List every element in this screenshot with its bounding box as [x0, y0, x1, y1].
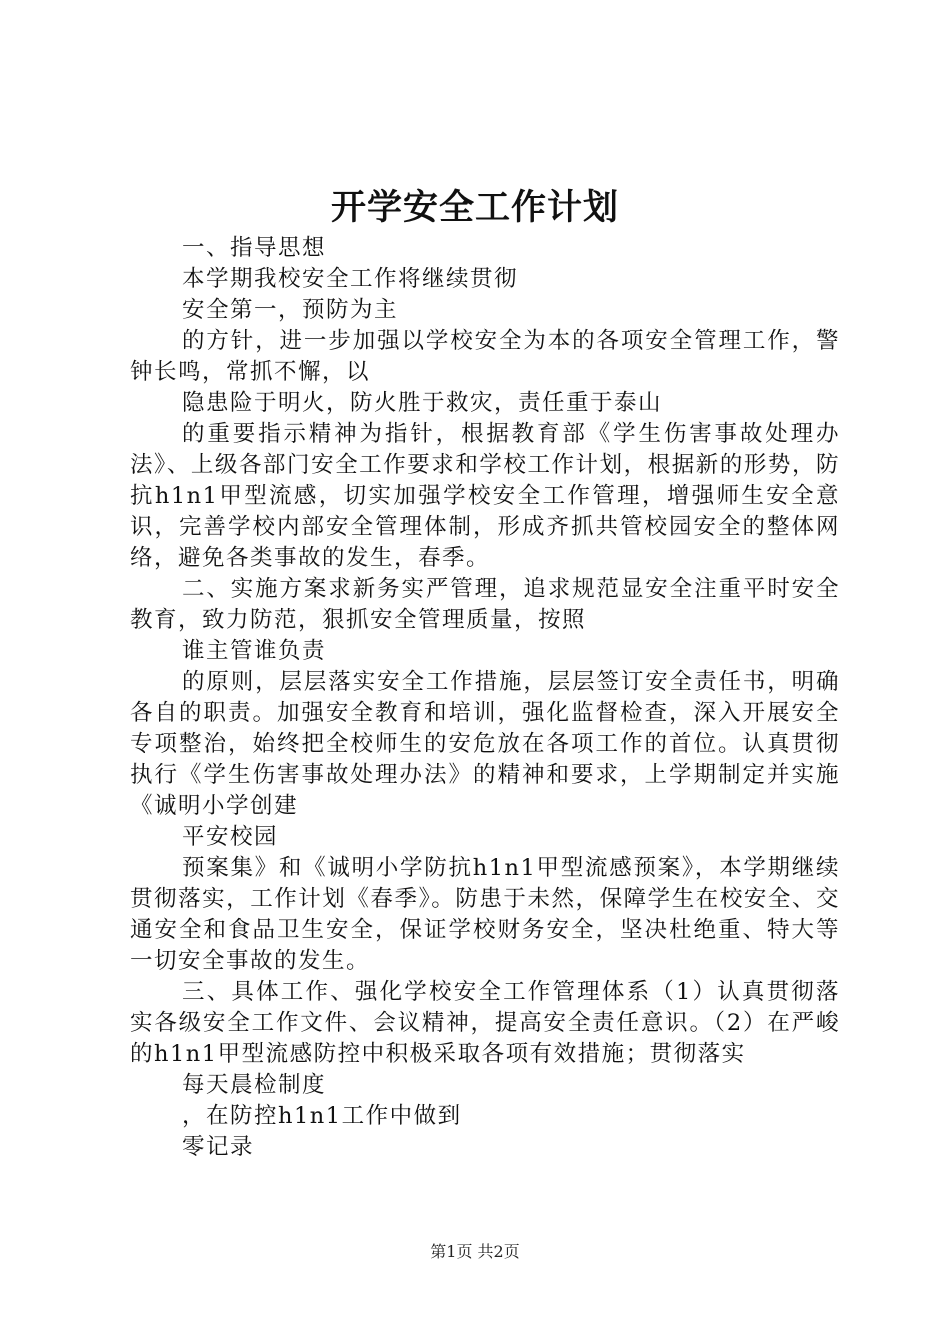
quoted-phrase: 谁主管谁负责 [182, 638, 327, 664]
paragraph-line: 本学期我校安全工作将继续贯彻 [182, 266, 519, 292]
section-heading-guiding-principle: 一、指导思想 [182, 235, 327, 261]
paragraph: 的原则，层层落实安全工作措施，层层签订安全责任书，明确各自的职责。加强安全教育和培训，强化监督检查，深入开展安全专项整治，始终把全校师生的安危放在各项工作的首位。认真贯彻执行《学生伤害事故处理办法》的精神和要求，上学期制定并实施《诚明小学创建 [130, 669, 840, 819]
quoted-phrase: 每天晨检制度 [182, 1072, 327, 1098]
section-heading-specific-work: 三、具体工作、强化学校安全工作管理体系（1）认真贯彻落实各级安全工作文件、会议精神，提高安全责任意识。（2）在严峻的h1n1甲型流感防控中积极采取各项有效措施；贯彻落实 [130, 979, 840, 1067]
paragraph-line: ，在防控h1n1工作中做到 [182, 1103, 462, 1129]
quoted-phrase: 平安校园 [182, 824, 279, 850]
quoted-phrase: 安全第一，预防为主 [182, 297, 399, 323]
page-title: 开学安全工作计划 [330, 187, 619, 228]
paragraph: 的方针，进一步加强以学校安全为本的各项安全管理工作，警钟长鸣，常抓不懈，以 [130, 328, 840, 385]
document-body [130, 233, 840, 1163]
quoted-phrase: 零记录 [182, 1134, 255, 1160]
paragraph: 预案集》和《诚明小学防抗h1n1甲型流感预案》，本学期继续贯彻落实，工作计划《春季》。防患于未然，保障学生在校安全、交通安全和食品卫生安全，保证学校财务安全，坚决杜绝重、特大等一切安全事故的发生。 [130, 855, 840, 974]
page-footer-page-number: 第1页 共2页 [430, 1242, 520, 1261]
quoted-phrase: 隐患险于明火，防火胜于救灾，责任重于泰山 [182, 390, 663, 416]
paragraph: 的重要指示精神为指针，根据教育部《学生伤害事故处理办法》、上级各部门安全工作要求和学校工作计划，根据新的形势，防抗h1n1甲型流感，切实加强学校安全工作管理，增强师生安全意识，完善学校内部安全管理体制，形成齐抓共管校园安全的整体网络，避免各类事故的发生，春季。 [130, 421, 840, 571]
section-heading-implementation-plan: 二、实施方案求新务实严管理，追求规范显安全注重平时安全教育，致力防范，狠抓安全管理质量，按照 [130, 576, 840, 633]
